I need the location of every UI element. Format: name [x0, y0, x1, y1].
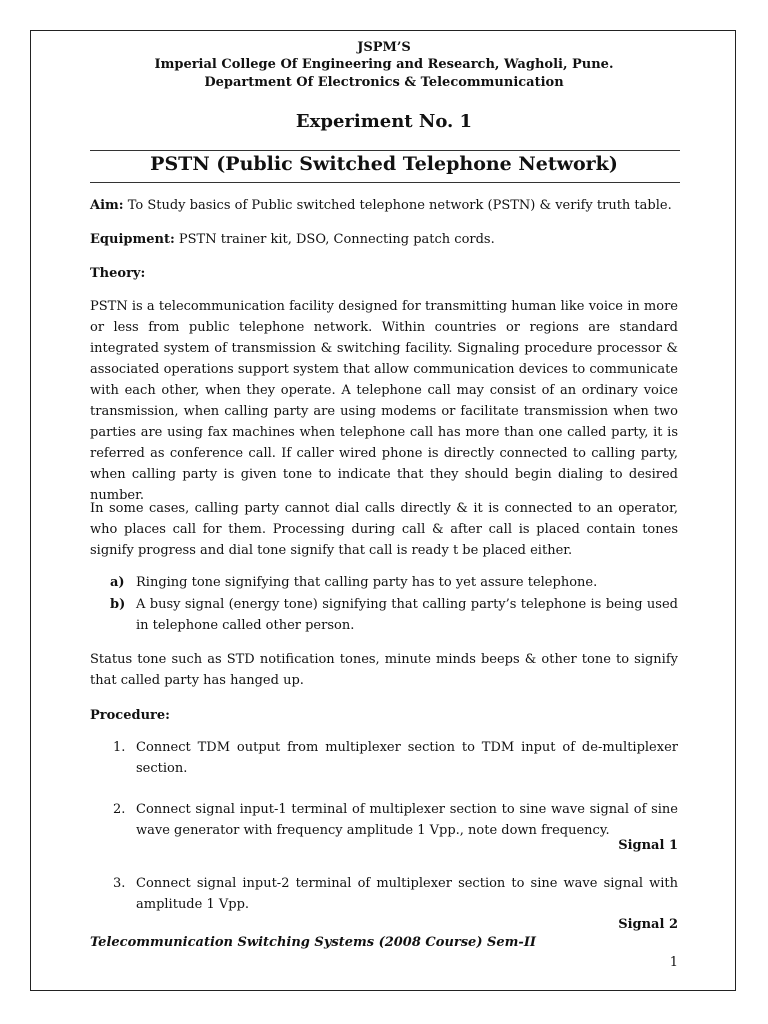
list-item-b-label: b)	[110, 597, 126, 612]
equipment-label: Equipment:	[90, 232, 175, 247]
theory-heading: Theory:	[90, 266, 146, 281]
page-title: PSTN (Public Switched Telephone Network)	[150, 153, 618, 175]
signal-1-label: Signal 1	[618, 838, 678, 853]
experiment-number: Experiment No. 1	[295, 111, 473, 132]
header-college: Imperial College Of Engineering and Research, Wagholi, Pune.	[154, 57, 614, 72]
equipment-line	[90, 229, 678, 250]
step-3-number: 3.	[113, 876, 126, 891]
header-department: Department Of Electronics & Telecommunication	[204, 75, 564, 90]
list-item-a-text: Ringing tone signifying that calling party has to yet assure telephone.	[136, 575, 598, 590]
title-rule-bottom	[90, 182, 680, 183]
step-1-number: 1.	[113, 740, 126, 755]
step-3-text: Connect signal input-2 terminal of multiplexer section to sine wave signal with amplitude 1 Vpp.	[136, 876, 678, 912]
aim-text: To Study basics of Public switched telephone network (PSTN) & verify truth table.	[123, 198, 672, 213]
status-paragraph: Status tone such as STD notification tones, minute minds beeps & other tone to signify that called party has hanged up.	[90, 652, 678, 688]
page-number: 1	[669, 955, 678, 970]
theory-paragraph-2: In some cases, calling party cannot dial calls directly & it is connected to an operator, who places call for them. Processing during call & after call is placed contain tones signify progress and dial tone signify that call is ready t be placed either.	[90, 501, 678, 558]
signal-2-label: Signal 2	[618, 917, 678, 932]
footer-course: Telecommunication Switching Systems (2008 Course) Sem-II	[90, 935, 536, 950]
title-rule-top	[90, 150, 680, 151]
list-item-b-text: A busy signal (energy tone) signifying that calling party’s telephone is being used in telephone called other person.	[136, 597, 678, 633]
aim-line	[90, 195, 678, 216]
step-2-number: 2.	[113, 802, 126, 817]
equipment-text: PSTN trainer kit, DSO, Connecting patch cords.	[174, 232, 495, 247]
list-item-a-label: a)	[110, 575, 125, 590]
step-2-text: Connect signal input-1 terminal of multiplexer section to sine wave signal of sine wave generator with frequency amplitude 1 Vpp., note down frequency.	[136, 802, 678, 838]
theory-paragraph-1: PSTN is a telecommunication facility designed for transmitting human like voice in more or less from public telephone network. Within countries or regions are standard integrated system of transmission & switching facility. Signaling procedure processor & associated operations support system that allow communication devices to communicate with each other, when they operate. A telephone call may consist of an ordinary voice transmission, when calling party are using modems or facilitate transmission when two parties are using fax machines when telephone call has more than one called party, it is referred as conference call. If caller wired phone is directly connected to calling party, when calling party is given tone to indicate that they should begin dialing to desired number.	[90, 299, 678, 503]
step-1-text: Connect TDM output from multiplexer section to TDM input of de-multiplexer section.	[136, 740, 678, 776]
procedure-heading: Procedure:	[90, 708, 170, 723]
header-org: JSPM’S	[357, 40, 411, 55]
aim-label: Aim:	[90, 198, 124, 213]
